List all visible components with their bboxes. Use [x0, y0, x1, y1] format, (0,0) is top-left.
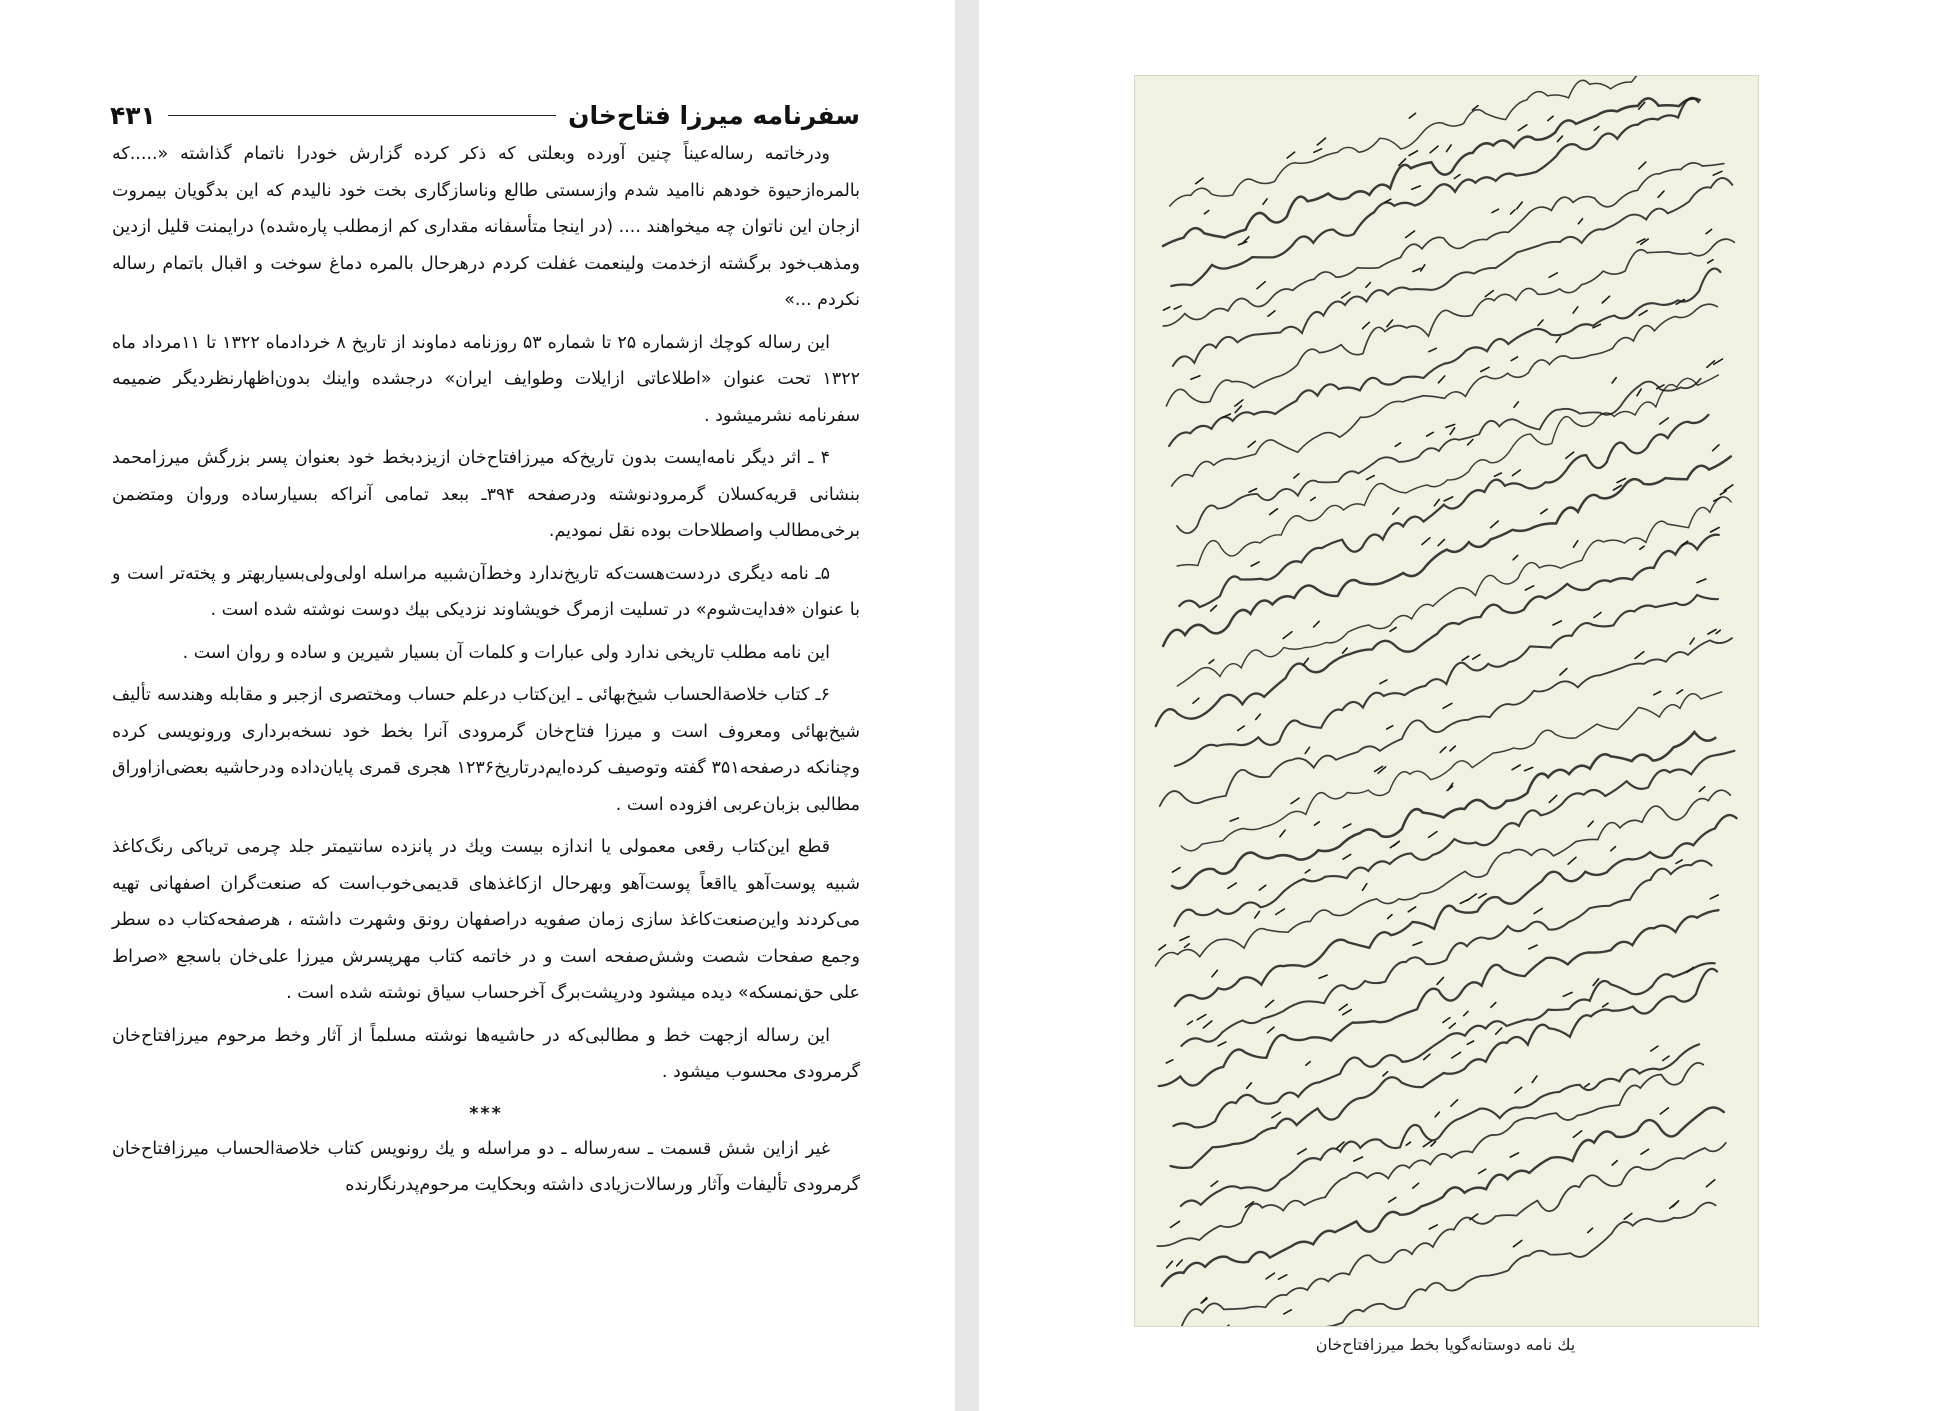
handwriting-mark — [1654, 691, 1661, 694]
handwriting-mark — [1491, 1003, 1496, 1008]
handwriting-mark — [1167, 1261, 1173, 1268]
handwriting-mark — [1479, 894, 1487, 898]
handwriting-mark — [1204, 211, 1208, 214]
handwriting-mark — [1203, 1021, 1212, 1028]
handwriting-mark — [1343, 824, 1351, 828]
handwriting-mark — [1343, 854, 1351, 859]
handwriting-mark — [1513, 1240, 1522, 1246]
handwriting-mark — [1624, 1213, 1632, 1219]
handwriting-mark — [1266, 1000, 1274, 1007]
handwriting-mark — [1222, 1325, 1229, 1326]
handwriting-mark — [1191, 376, 1200, 380]
handwriting-stroke — [1173, 963, 1714, 1127]
handwriting-mark — [1218, 1042, 1226, 1046]
body-text — [112, 136, 860, 1210]
handwriting-mark — [1594, 127, 1598, 131]
handwriting-mark — [1435, 1112, 1439, 1117]
handwriting-mark — [1238, 726, 1245, 731]
handwriting-mark — [1298, 1149, 1307, 1154]
handwriting-mark — [1363, 884, 1367, 891]
handwriting-stroke — [1171, 98, 1698, 286]
handwriting-mark — [1639, 162, 1646, 169]
handwriting-mark — [1706, 1180, 1714, 1187]
handwriting-mark — [1462, 656, 1468, 660]
handwriting-mark — [1525, 586, 1533, 590]
handwriting-mark — [1367, 476, 1375, 480]
handwriting-mark — [1380, 680, 1387, 684]
section-separator: *** — [469, 1103, 503, 1124]
handwriting-mark — [1711, 528, 1720, 533]
handwriting-mark — [1513, 555, 1518, 559]
handwriting-mark — [1306, 1062, 1310, 1066]
handwriting-mark — [1390, 842, 1398, 848]
handwriting-stroke — [1169, 269, 1720, 446]
handwriting-mark — [1494, 473, 1501, 476]
handwriting-mark — [1724, 485, 1733, 491]
handwriting-mark — [1343, 648, 1348, 653]
page-number: ۴۳۱ — [110, 100, 156, 130]
handwriting-mark — [1311, 497, 1316, 500]
handwriting-mark — [1515, 1087, 1522, 1093]
handwriting-mark — [1437, 977, 1444, 984]
handwriting-mark — [1639, 311, 1647, 316]
handwriting-mark — [1663, 1056, 1669, 1060]
handwriting-mark — [1568, 857, 1576, 864]
handwriting-mark — [1603, 1003, 1608, 1007]
handwriting-mark — [1395, 443, 1400, 447]
handwriting-mark — [1193, 698, 1199, 703]
handwriting-mark — [1512, 470, 1520, 476]
handwriting-stroke — [1173, 178, 1732, 366]
handwriting-mark — [1658, 191, 1664, 197]
handwriting-mark — [1479, 1169, 1486, 1173]
handwriting-mark — [1387, 726, 1393, 729]
handwriting-mark — [1578, 219, 1582, 224]
handwriting-stroke — [1172, 304, 1718, 486]
handwriting-stroke — [1172, 732, 1715, 888]
handwriting-mark — [1294, 474, 1299, 478]
handwriting-mark — [1284, 1310, 1292, 1314]
handwriting-mark — [1548, 116, 1553, 120]
handwriting-mark — [1159, 945, 1166, 950]
handwriting-stroke — [1163, 163, 1724, 326]
handwriting-mark — [1549, 273, 1557, 277]
handwriting-mark — [1468, 440, 1473, 445]
handwriting-mark — [1676, 860, 1682, 863]
handwriting-mark — [1255, 911, 1260, 918]
handwriting-mark — [1406, 1142, 1410, 1145]
handwriting-mark — [1485, 291, 1493, 297]
handwriting-mark — [1305, 870, 1310, 873]
handwriting-mark — [1588, 1228, 1593, 1232]
handwriting-stroke — [1182, 1143, 1726, 1326]
handwriting-mark — [1640, 546, 1644, 549]
handwriting-mark — [1588, 821, 1593, 826]
handwriting-mark — [1594, 613, 1601, 618]
handwriting-mark — [1556, 336, 1561, 342]
handwriting-mark — [1339, 1004, 1347, 1010]
handwriting-mark — [1430, 146, 1438, 153]
handwriting-mark — [1413, 1183, 1419, 1188]
handwriting-mark — [1690, 638, 1694, 644]
handwriting-mark — [1256, 714, 1261, 719]
handwriting-stroke — [1177, 497, 1731, 686]
handwriting-mark — [1720, 491, 1726, 495]
handwriting-mark — [1660, 418, 1669, 424]
handwriting-mark — [1209, 660, 1214, 664]
handwriting-mark — [1272, 1112, 1281, 1117]
handwriting-mark — [1517, 202, 1523, 209]
handwriting-mark — [1177, 1260, 1182, 1266]
handwriting-mark — [1343, 1010, 1352, 1015]
handwriting-mark — [1251, 562, 1259, 566]
handwriting-mark — [1423, 1141, 1431, 1147]
handwriting-mark — [1532, 1076, 1537, 1083]
handwriting-mark — [1257, 282, 1265, 289]
handwriting-mark — [1464, 1011, 1468, 1015]
handwriting-mark — [1248, 441, 1255, 447]
handwriting-mark — [1699, 787, 1704, 792]
handwriting-mark — [1354, 1157, 1363, 1161]
handwritten-letter-illustration — [1135, 76, 1758, 1326]
handwriting-mark — [1511, 357, 1517, 361]
handwriting-mark — [1291, 798, 1299, 804]
handwriting-mark — [1270, 509, 1278, 515]
handwriting-mark — [1450, 428, 1455, 435]
handwriting-mark — [1512, 765, 1520, 770]
handwriting-mark — [1283, 632, 1292, 639]
handwriting-mark — [1510, 1153, 1518, 1157]
handwriting-mark — [1529, 945, 1537, 949]
handwriting-mark — [1180, 936, 1189, 940]
handwriting-stroke — [1177, 1203, 1716, 1326]
handwriting-mark — [1424, 1054, 1430, 1059]
handwriting-mark — [1602, 296, 1609, 303]
handwriting-mark — [1470, 1214, 1478, 1220]
handwriting-mark — [1421, 265, 1425, 271]
handwriting-mark — [1560, 669, 1567, 676]
handwriting-mark — [1434, 500, 1439, 506]
paragraph: قطع این‌کتاب رقعی معمولی یا اندازه بیست ویك در پانزده سانتیمتر جلد چرمی تریاکی رنگ‌کاغذ شبیه پوست‌آهو یااقعاً پوست‌آهو وبهرحال ازکاغذهای قدیمی‌خوب‌است که صنعت‌گران اصفهانی تهیه می‌کردند واین‌صنعت‌کاغذ سازی زمان صفویه دراصفهان رونق وشهرت داشته ، هرصفحه‌کتاب ده سطر وجمع صفحات شصت وشش‌صفحه است و در خاتمه کتاب مهرپسرش میرزا علی‌خان باسجع «صراط علی حق‌نمسکه» دیده میشود ودرپشت‌برگ آخرحساب سیاق نوشته شده است . — [112, 837, 860, 1003]
handwriting-mark — [1230, 818, 1238, 821]
handwriting-mark — [1413, 942, 1422, 945]
handwriting-mark — [1706, 229, 1712, 233]
left-page — [0, 0, 955, 1411]
paragraph: این رساله ازجهت خط و مطالبی‌که در حاشیه‌ها نوشته مسلماً از آثار وخط مرحوم میرزافتاح‌خان گرمرودی محسوب میشود . — [112, 1025, 860, 1082]
handwriting-mark — [1259, 885, 1265, 890]
right-page — [979, 0, 1933, 1411]
handwriting-stroke — [1159, 910, 1719, 1086]
paragraph: ۴ ـ اثر دیگر نامه‌ایست بدون تاریخ‌که میرزافتاح‌خان ازیزدبخط خود بعنوان پسر بزرگش میرزامحمد بنشانی قریه‌کسلان گرمرودنوشته ودرصفحه ۳۹۴ـ ببعد تمامی آنراکه بسیارساده وروان ومتضمن برخی‌مطالب واصطلاحات بوده نقل نمودیم. — [112, 448, 860, 541]
handwriting-mark — [1319, 975, 1327, 978]
handwriting-mark — [1450, 746, 1455, 751]
handwriting-mark — [1315, 822, 1320, 825]
handwriting-mark — [1409, 151, 1417, 156]
handwriting-mark — [1549, 795, 1556, 802]
handwriting-mark — [1525, 767, 1533, 770]
handwriting-mark — [1612, 378, 1616, 383]
handwriting-mark — [1660, 1108, 1668, 1114]
handwriting-stroke — [1160, 638, 1732, 806]
handwriting-mark — [1211, 1181, 1218, 1186]
handwriting-mark — [1716, 630, 1720, 633]
handwriting-mark — [1197, 1015, 1206, 1020]
handwriting-mark — [1443, 1018, 1450, 1023]
handwriting-mark — [1446, 424, 1455, 427]
handwriting-mark — [1287, 152, 1294, 158]
handwriting-mark — [1541, 509, 1547, 514]
paragraph: این رساله کوچك ازشماره ۲۵ تا شماره ۵۳ روزنامه دماوند از تاریخ ۸ خردادماه ۱۳۲۲ تا ۱۱مرداد ماه ۱۳۲۲ تحت عنوان «اطلاعاتی ازایلات وطوایف ایران» درجشده واینك بدون‌اظهارنظردیگر ضمیمه سفرنامه نشرمیشود . — [112, 332, 860, 426]
manuscript-image — [1134, 75, 1759, 1327]
handwriting-mark — [1573, 307, 1578, 313]
handwriting-mark — [1452, 1052, 1461, 1058]
handwriting-stroke — [1181, 692, 1721, 851]
handwriting-mark — [1249, 489, 1257, 493]
handwriting-mark — [1268, 311, 1275, 316]
handwriting-mark — [1574, 541, 1578, 548]
handwriting-mark — [1174, 306, 1181, 309]
paragraph: ودرخاتمه رساله‌عیناً چنین آورده وبعلتی که ذکر کرده گزارش خودرا ناتمام گذاشته «.....که بالمره‌ازحیوة خودهم ناامید شدم وازسستی طالع وناسازگاری بخت خود نالیدم که این بدگویان بیمروت ازجان این ناتوان چه میخواهند .... (در اینجا متأسفانه مقداری کم ازمطلب پاره‌شده) درایمنت قلیل ازدین ومذهب‌خود برگشته ازخدمت ولینعمت غفلت کردم درهرحال بالمره دماغ سوخت و اقبال باتمام رساله نکردم ...» — [112, 144, 860, 310]
handwriting-mark — [1451, 1100, 1458, 1107]
handwriting-mark — [1611, 847, 1616, 851]
handwriting-mark — [1473, 655, 1480, 659]
handwriting-mark — [1429, 348, 1436, 351]
handwriting-mark — [1413, 268, 1421, 271]
handwriting-stroke — [1156, 535, 1719, 726]
handwriting-mark — [1557, 136, 1562, 142]
handwriting-mark — [1422, 538, 1430, 545]
handwriting-mark — [1511, 210, 1515, 214]
handwriting-mark — [1303, 658, 1308, 665]
handwriting-mark — [1431, 1142, 1435, 1146]
handwriting-stroke — [1162, 1107, 1724, 1286]
handwriting-mark — [1496, 1028, 1502, 1034]
handwriting-mark — [1538, 320, 1543, 326]
handwriting-mark — [1406, 231, 1415, 238]
handwriting-mark — [1440, 747, 1446, 752]
handwriting-mark — [1314, 149, 1322, 153]
handwriting-stroke — [1175, 815, 1736, 1006]
handwriting-mark — [1211, 606, 1217, 612]
handwriting-mark — [1408, 907, 1416, 912]
handwriting-mark — [1710, 895, 1718, 899]
handwriting-stroke — [1170, 76, 1716, 206]
handwriting-mark — [1713, 171, 1722, 175]
handwriting-mark — [1491, 521, 1499, 528]
handwriting-mark — [1383, 1072, 1388, 1076]
handwriting-mark — [1708, 630, 1716, 635]
page-header — [110, 95, 860, 135]
handwriting-mark — [1443, 703, 1452, 708]
handwriting-mark — [1412, 186, 1421, 189]
paragraph: ۵ـ نامه دیگری دردست‌هست‌که تاریخ‌ندارد وخط‌آن‌شبیه مراسله اولی‌ولی‌بسیاربهتر و پخته‌تر است و با عنوان «فدایت‌شوم» در تسلیت ازمرگ خویشاوند نزدیکی بیك دوست نوشته شده است . — [112, 563, 860, 620]
handwriting-mark — [1617, 479, 1625, 483]
handwriting-mark — [1228, 883, 1236, 888]
handwriting-mark — [1342, 292, 1351, 298]
running-title: سفرنامه میرزا فتاح‌خان — [568, 100, 860, 130]
handwriting-mark — [1713, 445, 1719, 451]
handwriting-stroke — [1163, 98, 1700, 246]
handwriting-mark — [1714, 359, 1723, 364]
handwriting-stroke — [1163, 457, 1731, 647]
handwriting-mark — [1409, 113, 1415, 118]
handwriting-mark — [1212, 970, 1217, 977]
handwriting-mark — [1447, 145, 1452, 152]
handwriting-mark — [1427, 432, 1434, 436]
handwriting-mark — [1166, 1060, 1173, 1063]
handwriting-mark — [1637, 389, 1641, 396]
handwriting-mark — [1518, 125, 1527, 131]
handwriting-mark — [1389, 1198, 1396, 1203]
paragraph: این نامه مطلب تاریخی ندارد ولی عبارات و کلمات آن بسیار شیرین و ساده و روان است . — [182, 642, 830, 663]
handwriting-mark — [1444, 497, 1453, 501]
handwriting-mark — [1708, 260, 1713, 263]
handwriting-mark — [1677, 690, 1683, 694]
handwriting-mark — [1697, 579, 1706, 583]
handwriting-mark — [1317, 138, 1325, 145]
handwriting-mark — [1363, 322, 1370, 328]
handwriting-mark — [1280, 830, 1285, 837]
handwriting-mark — [1449, 1023, 1455, 1028]
paragraph: غیر ازاین شش قسمت ـ سه‌رساله ـ دو مراسله و یك رونویس کتاب خلاصةالحساب میرزافتاح‌خان گرمرودی تألیفات وآثار ورسالات‌زیادی داشته وبحکایت مرحوم‌پدرنگارنده — [112, 1138, 860, 1195]
handwriting-mark — [1279, 1275, 1287, 1279]
handwriting-mark — [1366, 283, 1371, 288]
handwriting-mark — [1454, 175, 1460, 179]
handwriting-mark — [1563, 992, 1572, 996]
handwriting-mark — [1514, 402, 1518, 408]
handwriting-mark — [1585, 1084, 1589, 1087]
handwriting-mark — [1438, 376, 1444, 383]
book-gutter — [955, 0, 979, 1411]
handwriting-mark — [1635, 652, 1644, 659]
handwriting-mark — [1641, 1149, 1649, 1154]
handwriting-stroke — [1157, 1063, 1703, 1246]
handwriting-mark — [1388, 915, 1392, 919]
paragraph: ۶ـ کتاب خلاصةالحساب شیخ‌بهائی ـ این‌کتاب درعلم حساب ومختصری ازجبر و مقابله وهندسه تألیف شیخ‌بهائی ومعروف است و میرزا فتاح‌خان گرمرودی آنرا بخط خود نسخه‌برداری ورونویسی کرده وچنانکه درصفحه۳۵۱ گفته وتوصیف کرده‌ایم‌درتاریخ۱۲۳۶ هجری قمری پایان‌داده ودرحاشیه بعضی‌ازاوراق مطالبی بزبان‌عربی افزوده است . — [112, 685, 861, 815]
handwriting-mark — [1263, 199, 1267, 204]
handwriting-mark — [1566, 452, 1574, 458]
handwriting-mark — [1390, 627, 1396, 631]
handwriting-mark — [1438, 540, 1444, 546]
handwriting-mark — [1467, 894, 1476, 900]
handwriting-mark — [1612, 1161, 1617, 1166]
handwriting-mark — [1185, 944, 1190, 948]
handwriting-mark — [1314, 621, 1320, 627]
handwriting-mark — [1173, 868, 1181, 873]
handwriting-mark — [1387, 320, 1393, 327]
header-rule — [168, 115, 556, 116]
handwriting-mark — [1171, 1221, 1180, 1227]
handwriting-mark — [1268, 1027, 1275, 1033]
handwriting-mark — [1393, 508, 1399, 514]
handwriting-mark — [1429, 1225, 1437, 1229]
handwriting-stroke — [1175, 595, 1718, 766]
handwriting-mark — [1651, 1046, 1658, 1051]
handwriting-mark — [1235, 406, 1241, 413]
handwriting-mark — [1553, 621, 1561, 625]
handwriting-mark — [1534, 908, 1542, 913]
handwriting-mark — [1429, 832, 1437, 838]
handwriting-mark — [1492, 209, 1499, 212]
handwriting-mark — [1266, 1273, 1274, 1279]
handwriting-mark — [1276, 909, 1285, 915]
handwriting-mark — [1305, 747, 1309, 753]
handwriting-mark — [1247, 1083, 1252, 1089]
handwriting-mark — [1573, 1131, 1581, 1138]
handwriting-mark — [1670, 1202, 1678, 1209]
handwriting-mark — [1187, 1021, 1192, 1024]
handwriting-mark — [1163, 307, 1169, 310]
figure-caption: یك نامه دوستانه‌گویا بخط میرزافتاح‌خان — [1315, 1335, 1576, 1354]
handwriting-mark — [1467, 1041, 1473, 1044]
handwriting-mark — [1196, 178, 1203, 184]
handwriting-mark — [1481, 367, 1489, 371]
